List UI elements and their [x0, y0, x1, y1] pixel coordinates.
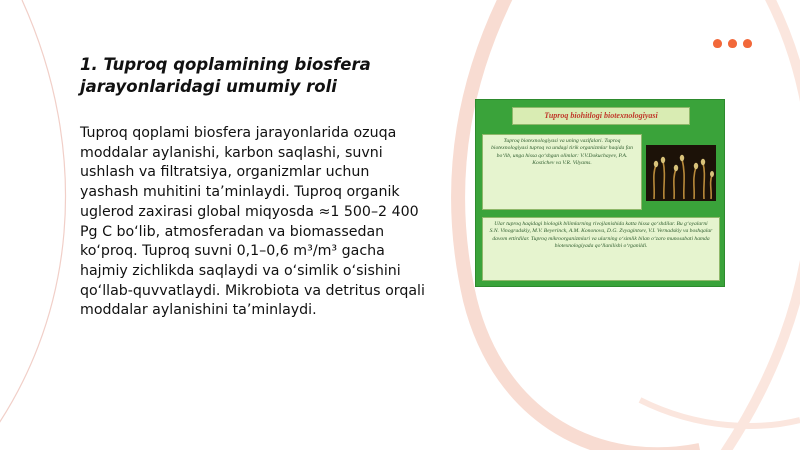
slide-body-text: Tuproq qoplami biosfera jarayonlarida ozuqa moddalar aylanishi, karbon saqlashi, suvni ushlash va filtratsiya, organizmlar uchun yashash muhitini ta’minlaydi. Tuproq organik uglerod zaxirasi global miqyosda ≈1 500–2 400 Pg C bo‘lib, atmosferadan va biomassedan ko‘proq. Tuproq suvni 0,1–0,6 m³/m³ gacha hajmiy zichlikda saqlaydi va o‘simlik o‘sishini qo‘llab-quvvatlaydi. Mikrobiota va detritus orqali moddalar aylanishini ta’minlaydi. [80, 125, 425, 319]
seedlings-photo [646, 145, 716, 201]
slide-title: 1. Tuproq qoplamining biosfera jarayonlaridagi umumiy roli [80, 55, 371, 96]
dot-icon [743, 39, 752, 48]
embedded-text-box-bottom: Ular tuproq haqidagi biologik bilimlarning rivojlanishida katta hissa qo‘shdilar. Bu g‘oyalarni S.N. Vinogradskiy, M.V. Beyerinck, A.M. Kononova, D.G. Zvyagintsev, V.I. Vernadskiy va boshqalar davom ettirdilar. Tuproq mikroorganizmlari va ularning o‘simlik bilan o‘zaro munosabati hamda biotexnologiyada qo‘llanilishi o‘rganildi. [482, 217, 720, 281]
dot-icon [713, 39, 722, 48]
embedded-slide-image [475, 99, 725, 287]
embedded-image-title: Tuproq biohitlogi biotexnologiyasi [512, 107, 690, 125]
dot-icon [728, 39, 737, 48]
embedded-text-box-top: Tuproq biotexnologiyasi va uning vazifalari. Tuproq biotexnologiyasi tuproq va undagi tirik organizmlar haqida fan bo‘lib, unga hissa qo‘shgan olimlar: V.V.Dokuchayev, P.A. Kostichev va V.R. Vilyams. [482, 134, 642, 210]
decorative-dots [713, 39, 752, 48]
